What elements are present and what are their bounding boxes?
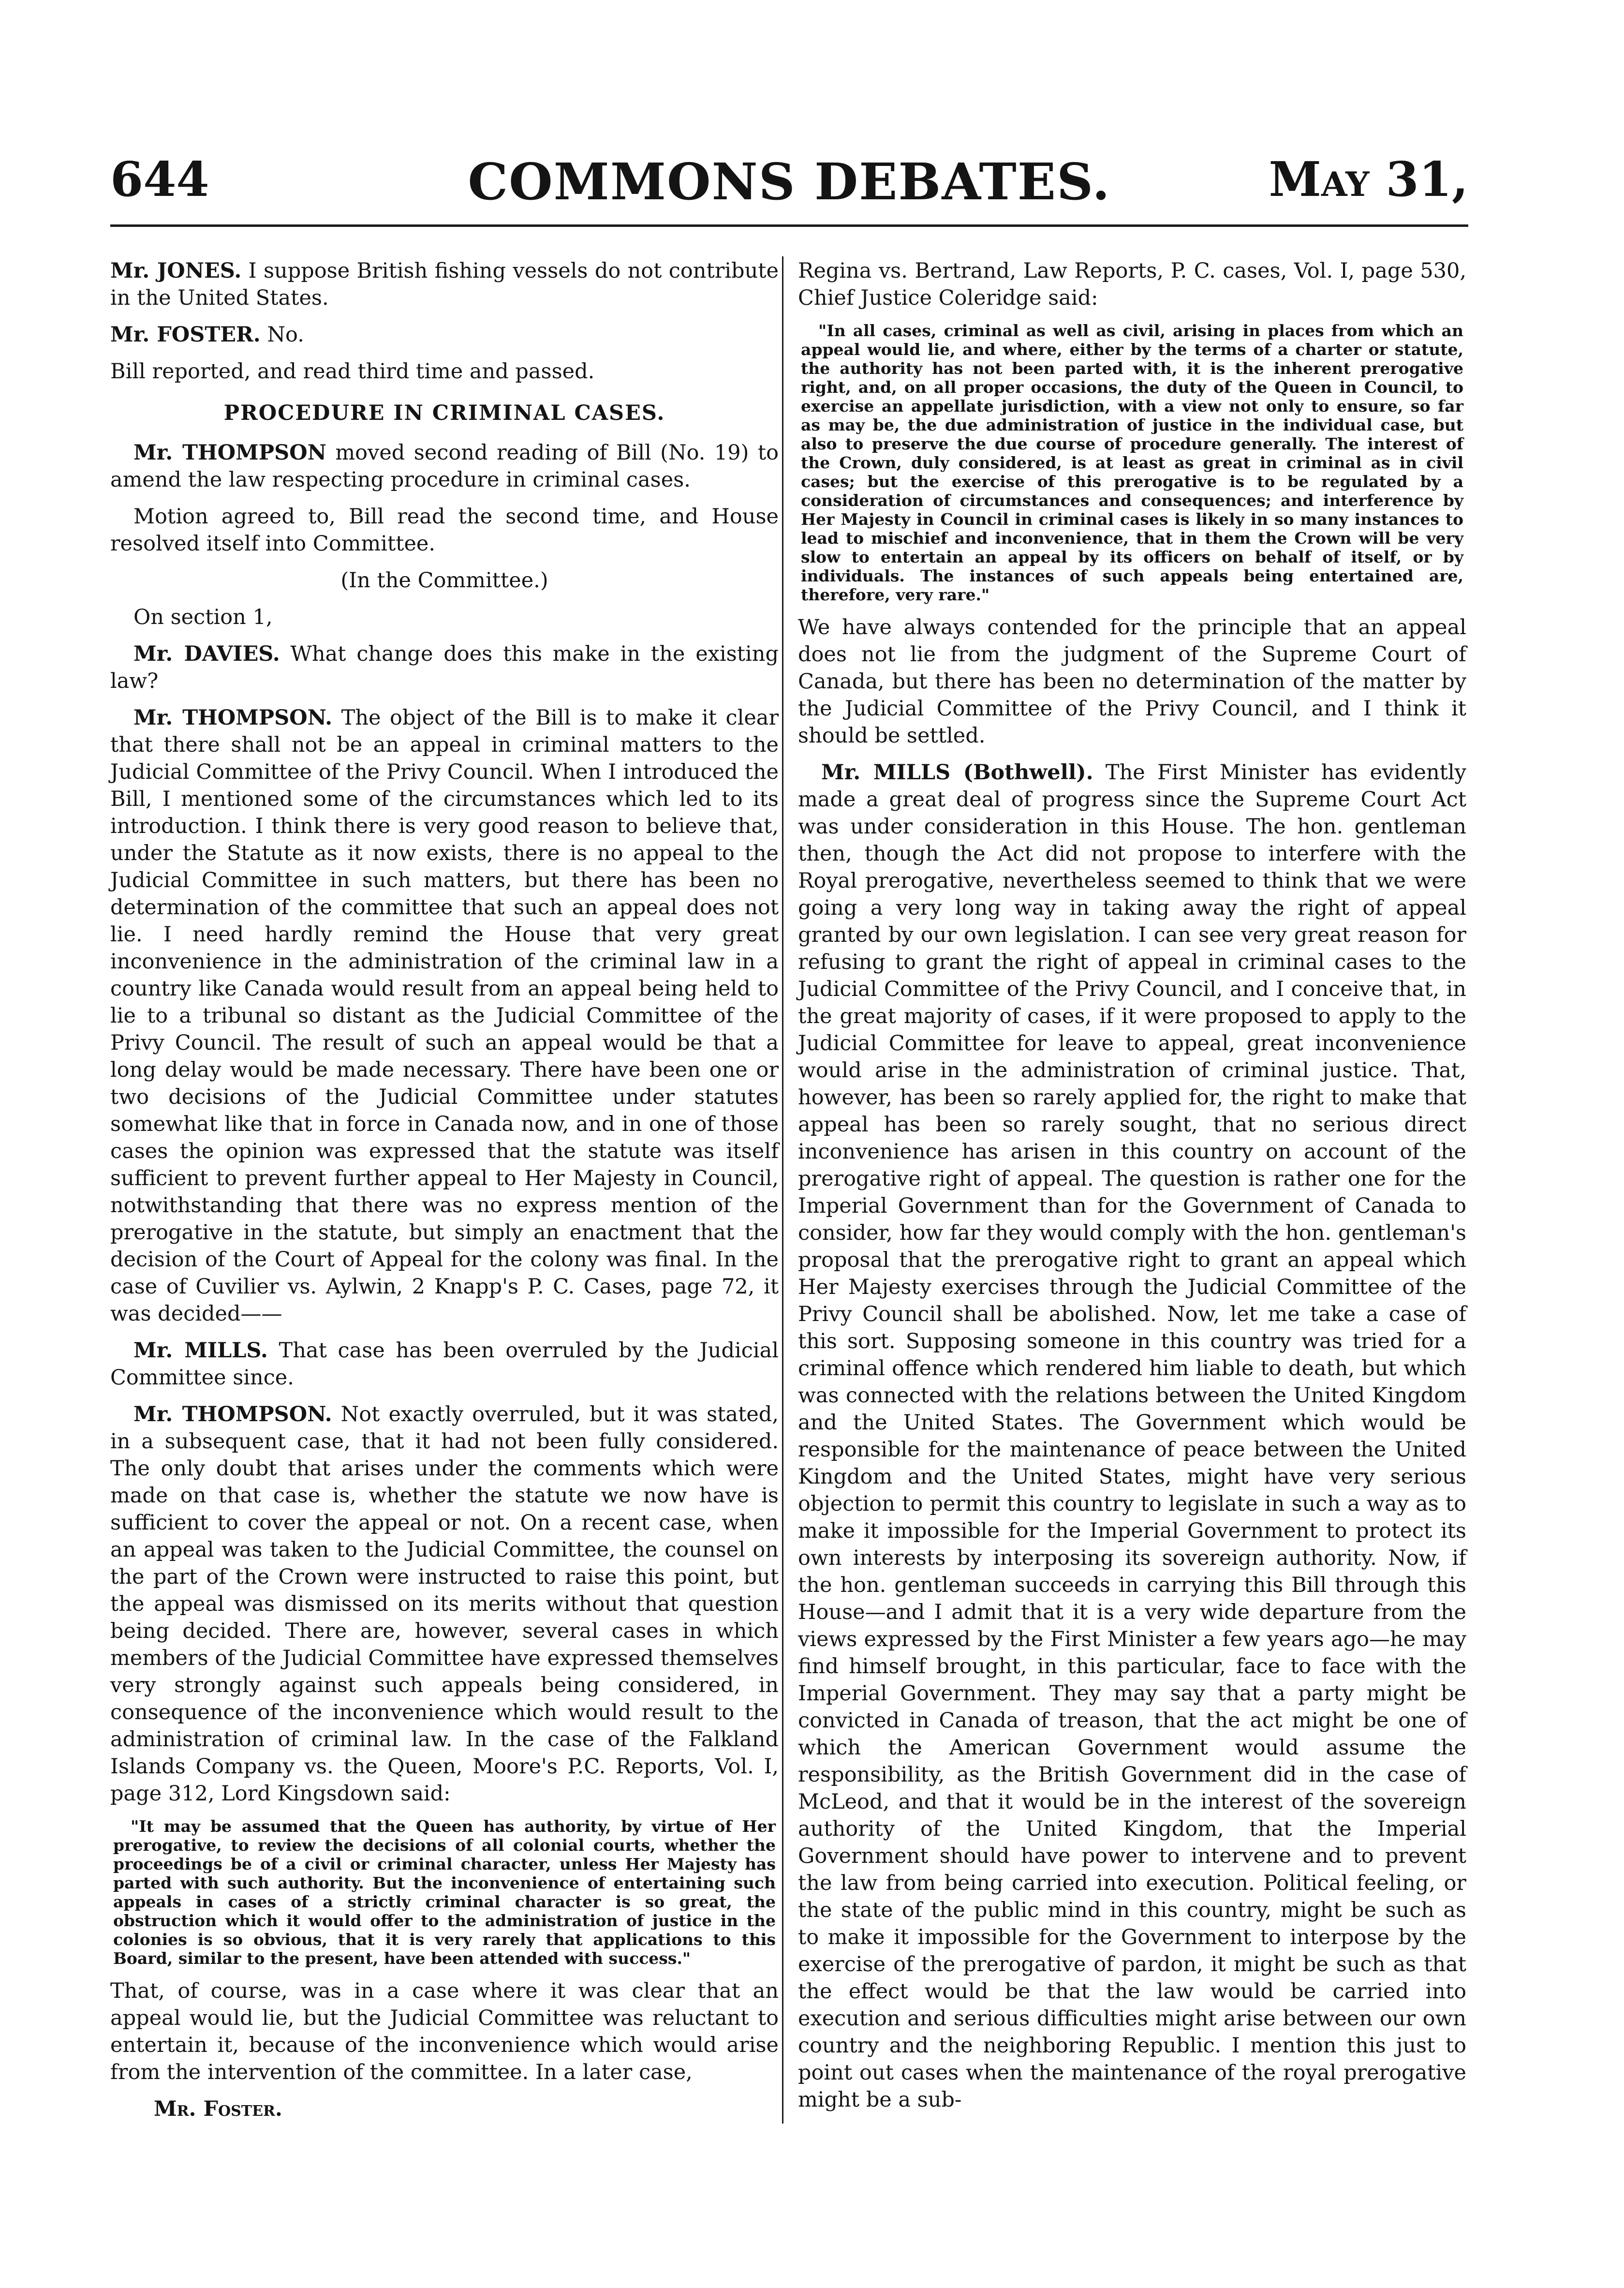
- speech-text: That case has been overruled by the Judicial Committee since.: [110, 1338, 779, 1390]
- speech-text: What change does this make in the existing law?: [110, 642, 779, 693]
- page-number: 644: [110, 152, 209, 208]
- paragraph: [110, 1337, 779, 1391]
- block-quote: "It may be assumed that the Queen has authority, by virtue of Her prerogative, to review the decisions of all colonial courts, whether the proceedings be of a civil or criminal character, unless Her Majesty has parted with such authority. But the inconvenience of entertaining such appeals in cases of a strictly criminal character is so great, the obstruction which it would offer to the administration of justice in the colonies is so obvious, that it is very rarely that applications to this Board, similar to the present, have been attended with success.": [113, 1817, 776, 1968]
- header-rule: [110, 224, 1468, 227]
- section-heading: PROCEDURE IN CRIMINAL CASES.: [223, 401, 665, 425]
- left-column: [110, 257, 779, 2132]
- column-divider: [782, 256, 783, 2124]
- speaker-name: Mr. DAVIES.: [133, 642, 280, 666]
- speech-text: No.: [260, 323, 304, 347]
- speaker-name: Mr. MILLS.: [133, 1338, 268, 1363]
- speech-text: The First Minister has evidently made a great deal of progress since the Supreme Court Act was under consideration in this House. The hon. gentleman then, though the Act did not propose to interfere with the Royal prerogative, nevertheless seemed to think that we were going a very long way in taking away the right of appeal granted by our own legislation. I can see very great reason for refusing to grant the right of appeal in criminal cases to the Judicial Committee of the Privy Council, and I conceive that, in the great majority of cases, if it were proposed to apply to the Judicial Committee for leave to appeal, great inconvenience would arise in the administration of criminal justice. That, however, has been so rarely applied for, the right to make that appeal has been so rarely sought, that no serious direct inconvenience has arisen in this country on account of the prerogative right of appeal. The question is rather one for the Imperial Government than for the Government of Canada to consider, how far they would comply with the hon. gentleman's proposal that the prerogative right to grant an appeal which Her Majesty exercises through the Judicial Committee of the Privy Council shall be abolished. Now, let me take a case of this sort. Supposing someone in this country was tried for a criminal offence which rendered him liable to death, but which was connected with the relations between the United Kingdom and the United States. The Government which would be responsible for the maintenance of peace between the United Kingdom and the United States, might have very serious objection to permit this country to legislate in such a way as to make it impossible for the Imperial Government to protect its own interests by interposing its sovereign authority. Now, if the hon. gentleman succeeds in carrying this Bill through this House—and I admit that it is a very wide departure from the views expressed by the First Minister a few years ago—he may find himself brought, in this particular, face to face with the Imperial Government. They may say that a party might be convicted in Canada of treason, that the act might be one of which the American Government would assume the responsibility, as the British Government did in the case of McLeod, and that it would be in the interest of the sovereign authority of the United Kingdom, that the Imperial Government should have power to intervene and to prevent the law from being carried into execution. Political feeling, or the state of the public mind in this country, might be such as to make it impossible for the Government to interpose by the exercise of the prerogative of pardon, it might be such as that the effect would be that the law would be carried into execution and serious difficulties might arise between our own country and the neighboring Republic. I mention this just to point out cases when the maintenance of the royal prerogative might be a sub-: [798, 760, 1466, 2112]
- speech-text: Not exactly overruled, but it was stated, in a subsequent case, that it had not been fully considered. The only doubt that arises under the comments which were made on that case is, whether the statute we now have is sufficient to cover the appeal or not. On a recent case, when an appeal was taken to the Judicial Committee, the counsel on the part of the Crown were instructed to raise this point, but the appeal was dismissed on its merits without that question being decided. There are, however, several cases in which members of the Judicial Committee have expressed themselves very strongly against such appeals being considered, in consequence of the inconvenience which would result to the administration of criminal law. In the case of the Falkland Islands Company vs. the Queen, Moore's P.C. Reports, Vol. I, page 312, Lord Kingsdown said:: [110, 1402, 779, 1806]
- paragraph: [110, 640, 779, 695]
- paragraph: [110, 704, 779, 1327]
- column-footer: Mr. Foster.: [154, 2097, 282, 2121]
- speech-text: moved second reading of Bill (No. 19) to amend the law respecting procedure in criminal cases.: [110, 441, 779, 492]
- paragraph: On section 1,: [133, 605, 273, 629]
- paragraph: Regina vs. Bertrand, Law Reports, P. C. cases, Vol. I, page 530, Chief Justice Coleridge said:: [798, 259, 1466, 310]
- speaker-name: Mr. THOMPSON.: [133, 706, 333, 730]
- page-date: May 31,: [1269, 152, 1468, 208]
- speaker-name: Mr. THOMPSON.: [133, 1402, 332, 1426]
- speech-text: The object of the Bill is to make it clear that there shall not be an appeal in criminal matters to the Judicial Committee of the Privy Council. When I introduced the Bill, I mentioned some of the circumstances which led to its introduction. I think there is very good reason to believe that, under the Statute as it now exists, there is no appeal to the Judicial Committee in such matters, but there has been no determination of the committee that such an appeal does not lie. I need hardly remind the House that very great inconvenience in the administration of the criminal law in a country like Canada would result from an appeal being held to lie to a tribunal so distant as the Judicial Committee of the Privy Council. The result of such an appeal would be that a long delay would be made necessary. There have been one or two decisions of the Judicial Committee under statutes somewhat like that in force in Canada now, and in one of those cases the opinion was expressed that the statute was itself sufficient to prevent further appeal to Her Majesty in Council, notwithstanding that there was no express mention of the prerogative in the statute, but simply an enactment that the decision of the Court of Appeal for the colony was final. In the case of Cuvilier vs. Aylwin, 2 Knapp's P. C. Cases, page 72, it was decided——: [110, 706, 779, 1326]
- paragraph: We have always contended for the principle that an appeal does not lie from the judgment of the Supreme Court of Canada, but there has been no determination of the matter by the Judicial Committee of the Privy Council, and I think it should be settled.: [798, 615, 1466, 748]
- paragraph: Motion agreed to, Bill read the second time, and House resolved itself into Committee.: [110, 505, 779, 556]
- speaker-name: Mr. THOMPSON: [133, 441, 326, 465]
- paragraph: [110, 439, 779, 493]
- speaker-name: Mr. JONES.: [110, 259, 242, 283]
- paragraph: That, of course, was in a case where it was clear that an appeal would lie, but the Judicial Committee was reluctant to entertain it, because of the inconvenience which would arise from the intervention of the committee. In a later case,: [110, 1979, 779, 2084]
- block-quote: "In all cases, criminal as well as civil, arising in places from which an appeal would lie, and where, either by the terms of a charter or statute, the authority has not been parted with, it is the inherent prerogative right, and, on all proper occasions, the duty of the Queen in Council, to exercise an appellate jurisdiction, with a view not only to ensure, so far as may be, the due administration of justice in the individual case, but also to preserve the due course of procedure generally. The interest of the Crown, duly considered, is at least as great in criminal as in civil cases; but the exercise of this prerogative is to be regulated by a consideration of circumstances and consequences; and interference by Her Majesty in Council in criminal cases is likely in so many instances to lead to mischief and inconvenience, that in them the Crown will be very slow to entertain an appeal by its officers on behalf of itself, or by individuals. The instances of such appeals being entertained are, therefore, very rare.": [801, 321, 1463, 604]
- paragraph: [110, 257, 779, 312]
- page-title: COMMONS DEBATES.: [468, 152, 1111, 211]
- speech-text: I suppose British fishing vessels do not contribute in the United States.: [110, 259, 779, 310]
- paragraph: [110, 1401, 779, 1807]
- speaker-name: Mr. FOSTER.: [110, 323, 261, 347]
- paragraph: [110, 321, 779, 348]
- paragraph: Bill reported, and read third time and passed.: [110, 359, 595, 384]
- paragraph: [798, 759, 1466, 2113]
- speaker-name: Mr. MILLS (Bothwell).: [821, 760, 1093, 785]
- committee-note: (In the Committee.): [340, 568, 548, 593]
- page-header: [110, 147, 1468, 229]
- right-column: [798, 257, 1466, 2123]
